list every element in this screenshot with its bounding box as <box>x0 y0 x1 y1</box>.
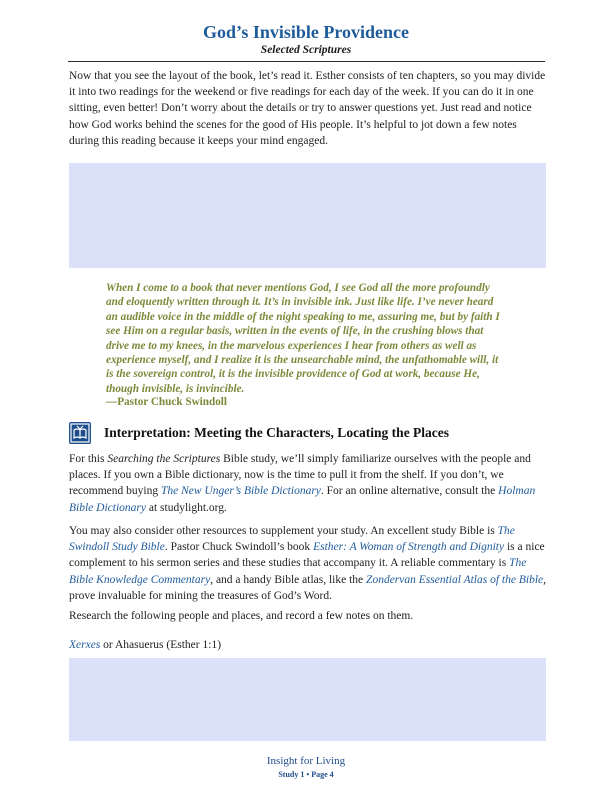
quote-attribution: —Pastor Chuck Swindoll <box>106 396 228 408</box>
section-heading: Interpretation: Meeting the Characters, Locating the Places <box>104 425 450 440</box>
quote-text: When I come to a book that never mentions God, I see God all the more profoundly and eloquently written through it. It’s in invisible ink. Just like life. I’ve never heard an audible voice in the middle of the night speaking to me, assuring me, but by faith I see Him on a regular basis, written in the events of life, in the crushing blows that drive me to my knees, in the marvelous experiences I hear from others as well as experience myself, and I realize it is the unsearchable mind, the unfathomable will, it is the sovereign control, it is the invisible providence of God at work, because He, though invisible, is invincible. <box>106 282 500 395</box>
supplement-paragraph: You may also consider other resources to supplement your study. An excellent study Bible is The Swindoll Study Bible. Pastor Chuck Swindoll’s book Esther: A Woman of Strength and Dignity is a nice complement to his sermon series and these studies that accompany it. A reliable commentary is The Bible Knowledge Commentary, and a handy Bible atlas, like the Zondervan Essential Atlas of the Bible, prove invaluable for mining the treasures of God’s Word. <box>69 525 546 602</box>
esther-book-link[interactable]: Esther: A Woman of Strength and Dignity <box>313 541 505 554</box>
footer-org: Insight for Living <box>266 755 346 767</box>
notes-box[interactable] <box>69 163 546 268</box>
bible-knowledge-commentary-link[interactable]: The Bible Knowledge Commentary <box>69 557 527 586</box>
footer-page: Study 1 • Page 4 <box>278 770 334 779</box>
intro-paragraph: Now that you see the layout of the book, let’s read it. Esther consists of ten chapters, so you may divide it into two readings for the weekend or five readings for each day of the week. If you can do it in one sitting, even better! Don’t worry about the details or try to answer questions yet. Just read and notice how God works behind the scenes for the good of His people. It’s helpful to jot down a few notes during this reading because it keeps your mind engaged. <box>69 70 546 147</box>
header-divider <box>68 61 545 62</box>
study-title: Searching the Scriptures <box>107 453 221 465</box>
swindoll-study-bible-link[interactable]: The Swindoll Study Bible <box>69 525 515 554</box>
page-subtitle: Selected Scriptures <box>260 44 352 56</box>
zondervan-atlas-link[interactable]: Zondervan Essential Atlas of the Bible <box>366 573 544 586</box>
page-title: God’s Invisible Providence <box>202 22 409 42</box>
resources-paragraph: For this Searching the Scriptures Bible study, we’ll simply familiarize ourselves with the people and places. If you own a Bible dictionary, now is the time to pull it from the shelf. If you don’t, we recommend buying The New Unger’s Bible Dictionary. For an online alternative, consult the Holman Bible Dictionary at studylight.org. <box>69 453 536 514</box>
holman-dictionary-link[interactable]: Holman Bible Dictionary <box>69 485 536 514</box>
xerxes-entry: Xerxes or Ahasuerus (Esther 1:1) <box>69 639 222 651</box>
ungers-dictionary-link[interactable]: The New Unger’s Bible Dictionary <box>160 485 321 498</box>
research-instruction: Research the following people and places, and record a few notes on them. <box>69 610 414 622</box>
bible-study-icon <box>69 422 91 444</box>
xerxes-notes-box[interactable] <box>69 658 546 741</box>
xerxes-link[interactable]: Xerxes <box>69 639 101 651</box>
